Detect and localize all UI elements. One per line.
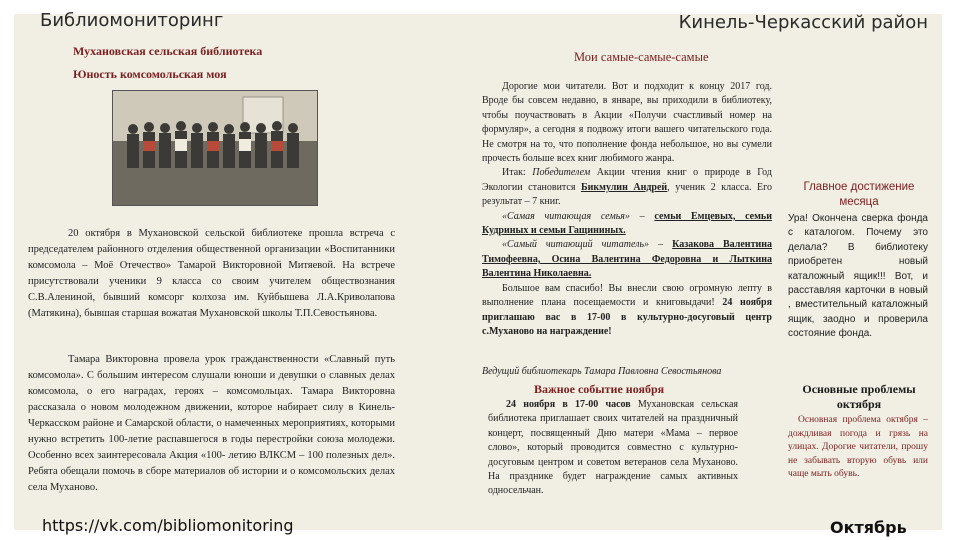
problems-text: Основная проблема октября – дождливая погода и грязь на улицах. Дорогие читатели, прошу не забывать вторую обувь или чаще мыть обувь.	[788, 415, 928, 479]
left-margin	[0, 0, 14, 540]
readers-results	[482, 80, 772, 339]
award-invitation: 24 ноября приглашаю вас в 17-00 в культурно-досуговый центр с.Муханово на награждение!	[482, 297, 772, 337]
reader-winner	[482, 238, 772, 281]
achievement-title: Главное достижение месяца	[803, 181, 915, 208]
issue-month: Октябрь	[830, 518, 907, 537]
article-paragraph-1-text: 20 октября в Мухановской сельской библиотеке прошла встреча с председателем районного отделения общественной организации «Воспитанники комсомола – Моё Отечество» Тамарой Викторовной Митяевой. На встрече присутствовали ученики 9 класса со своим учителем обществознания С.В.Алениной, бывший комсорг колхоза им. Куйбышева Л.А.Криволапова (Матякина), бывшая старшая вожатая Мухановской школы Т.П.Севостьянова.	[28, 228, 395, 319]
event-title: Важное событие ноября	[534, 382, 665, 396]
group-photo-icon	[112, 90, 318, 206]
problems-section	[788, 414, 928, 482]
nature-lead: Итак:	[502, 167, 533, 179]
nature-winner	[482, 166, 772, 209]
event-text: Мухановская сельская библиотека приглашает своих читателей на праздничный концерт, посвященный Дню матери «Мама – первое слово», который проводится совместно с культурно-досуговым центром и советом ветеранов села Муханово. На празднике будет награждение самых активных односельчан.	[488, 399, 738, 497]
header-title: Библиомониторинг	[40, 10, 224, 31]
readers-intro: Дорогие мои читатели. Вот и подходит к концу 2017 год. Вроде бы совсем недавно, в январе, вы приходили в библиотеку, чтобы поучаствовать в Акции «Получи счастливый номер на формуляр», а сегодня я подвожу итоги вашего читательского года. Не смотря на то, что пополнение фонда небольшое, но вы сумели прочесть больше всех книг любимого жанра.	[482, 81, 772, 165]
nature-winner-label: Победителем	[532, 167, 591, 179]
problems-title: Основные проблемы октября	[802, 382, 916, 411]
achievement-text: Ура! Окончена сверка фонда с каталогом. Почему это делала? В библиотеку приобретен новый каталожный ящик!!! Вот, и расставляя карточки в новый , вместительный каталожный ящик, заодно и проверила состояние фонда.	[788, 213, 928, 340]
article-paragraph-2	[28, 352, 395, 496]
nature-winner-name: Бикмулин Андрей	[581, 181, 668, 193]
family-label: «Самая читающая семья»	[502, 210, 630, 222]
event-date: 24 ноября в 17-00 часов	[506, 399, 631, 410]
header-district: Кинель-Черкасский район	[678, 12, 928, 33]
article-paragraph-2-text: Тамара Викторовна провела урок гражданственности «Славный путь комсомола». С большим интересом слушали юноши и девушки о славных делах комсомола, о его наградах, героях – комсомольцах. Тамара Викторовна рассказала о новом молодежном движении, которое набирает силу в Кинель-Черкасском районе и Самарской области, о намеченных мероприятиях, которыми нужно встретить 100-летие распавшегося в годы перестройки союза молодежи. Особенно всех заинтересовала Акция «100- летию ВЛКСМ – 100 полезных дел». Ребята обещали помочь в сборе материалов об истории и о комсомольских делах села Муханово.	[28, 354, 395, 493]
vk-link[interactable]: https://vk.com/bibliomonitoring	[42, 516, 294, 535]
article-headline: Юность комсомольская моя	[73, 67, 227, 81]
library-name: Мухановская сельская библиотека	[73, 44, 263, 58]
reader-dash: –	[649, 239, 673, 251]
family-names: семьи Емцевых, семьи Кудриных и семьи Гащининых.	[482, 210, 772, 237]
event-paragraph	[488, 398, 738, 499]
article-paragraph-1	[28, 226, 395, 322]
middle-title: Мои самые-самые-самые	[574, 50, 709, 64]
reader-names: Казакова Валентина Тимофеевна, Осина Валентина Федоровна и Лыткина Валентина Николаевна.	[482, 239, 773, 280]
thanks-text: Большое вам спасибо! Вы внесли свою огромную лепту в выполнение плана посещаемости и книговыдачи!	[482, 282, 772, 309]
thanks-paragraph	[482, 282, 772, 340]
family-dash: –	[629, 210, 655, 222]
reader-label: «Самый читающий читатель»	[502, 239, 650, 251]
nature-tail: , ученик 2 класса. Его результат – 7 книг.	[482, 181, 772, 208]
event-description	[488, 398, 738, 499]
family-winner	[482, 210, 772, 239]
librarian-signature: Ведущий библиотекарь Тамара Павловна Севостьянова	[482, 366, 722, 377]
nature-text: Акции чтения книг о природе в Год Экологии становится	[482, 167, 772, 193]
